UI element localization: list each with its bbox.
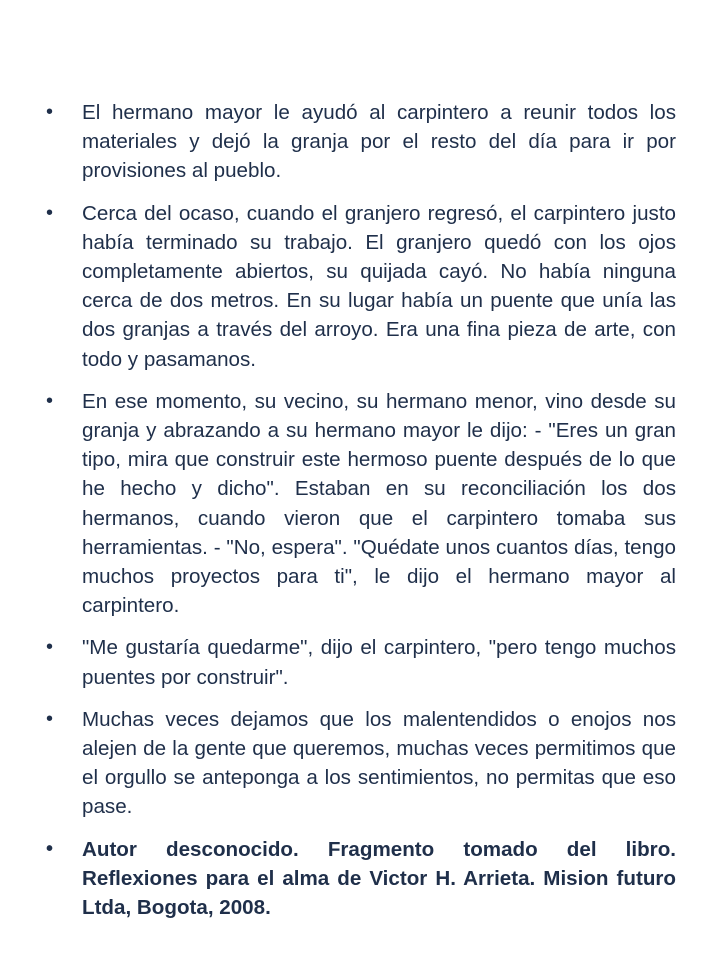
bullet-item [44, 705, 676, 822]
paragraph-text: Cerca del ocaso, cuando el granjero regresó, el carpintero justo había terminado su trabajo. El granjero quedó con los ojos completamente abiertos, su quijada cayó. No había ninguna cerca de dos metros. En su lugar había un puente que unía las dos granjas a través del arroyo. Era una fina pieza de arte, con todo y pasamanos. [82, 201, 676, 371]
citation-bullet-item [44, 835, 676, 923]
paragraph-text: El hermano mayor le ayudó al carpintero a reunir todos los materiales y dejó la granja por el resto del día para ir por provisiones al pueblo. [82, 101, 676, 183]
bullet-point-icon: • [46, 636, 54, 659]
bullet-point-icon: • [46, 201, 54, 224]
bullet-item [44, 199, 676, 374]
paragraph-text: "Me gustaría quedarme", dijo el carpintero, "pero tengo muchos puentes por construir". [82, 636, 676, 689]
paragraph-text: En ese momento, su vecino, su hermano menor, vino desde su granja y abrazando a su hermano mayor le dijo: - "Eres un gran tipo, mira que construir este hermoso puente después de lo que he hecho y dicho". Estaban en su reconciliación los dos hermanos, cuando vieron que el carpintero tomaba sus herramientas. - "No, espera". "Quédate unos cuantos días, tengo muchos proyectos para ti", le dijo el hermano mayor al carpintero. [82, 389, 676, 618]
bullet-point-icon: • [46, 101, 54, 123]
bullet-point-icon: • [46, 389, 54, 412]
bullet-item [44, 633, 676, 691]
bullet-item [44, 98, 676, 186]
paragraph-text: Muchas veces dejamos que los malentendidos o enojos nos alejen de la gente que queremos, muchas veces permitimos que el orgullo se anteponga a los sentimientos, no permitas que eso pase. [82, 707, 676, 819]
bullet-point-icon: • [46, 837, 54, 860]
bullet-item [44, 387, 676, 621]
bullet-list [44, 98, 676, 935]
citation-text: Autor desconocido. Fragmento tomado del libro. Reflexiones para el alma de Victor H. Arrieta. Mision futuro Ltda, Bogota, 2008. [82, 837, 676, 920]
bullet-point-icon: • [46, 707, 54, 730]
